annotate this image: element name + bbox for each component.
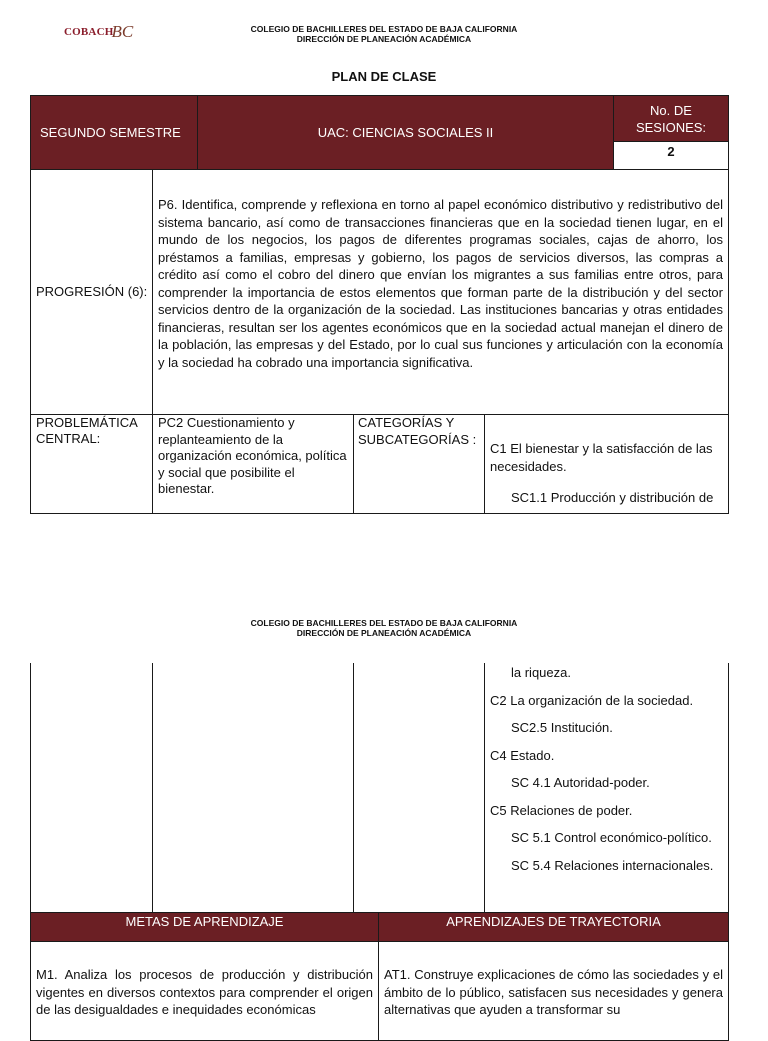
- uac-cell: UAC: CIENCIAS SOCIALES II: [197, 95, 614, 170]
- subcategory-sc11-cont: la riqueza.: [511, 665, 571, 680]
- meta-m1: M1. Analiza los procesos de producción y distribución vigentes en diversos contextos para comprender el origen de las desigualdades e inequidades económicas: [36, 967, 373, 1017]
- trayectoria-header-cell: APRENDIZAJES DE TRAYECTORIA: [378, 912, 729, 942]
- category-c2: C2 La organización de la sociedad.: [490, 692, 694, 708]
- metas-text-cell: [30, 941, 379, 1041]
- logo-text: COBACH: [64, 26, 114, 38]
- header-line2: DIRECCIÓN DE PLANEACIÓN ACADÉMICA: [296, 34, 472, 44]
- empty-problematica-cell: [152, 663, 354, 913]
- metas-header-cell: METAS DE APRENDIZAJE: [30, 912, 379, 942]
- categorias-list-cell: [484, 414, 729, 514]
- header-line1-page2: COLEGIO DE BACHILLERES DEL ESTADO DE BAJA CALIFORNIA: [250, 618, 518, 628]
- page-title: PLAN DE CLASE: [331, 69, 437, 84]
- categorias-continued-cell: [484, 663, 729, 913]
- header-line2-page2: DIRECCIÓN DE PLANEACIÓN ACADÉMICA: [296, 628, 472, 638]
- subcategory-sc25: SC2.5 Institución.: [511, 720, 613, 735]
- empty-categorias-label-cell: [353, 663, 485, 913]
- subcategory-sc51: SC 5.1 Control económico-político.: [511, 830, 712, 845]
- category-c5: C5 Relaciones de poder.: [490, 802, 633, 818]
- category-c1: C1 El bienestar y la satisfacción de las necesidades.: [490, 441, 713, 474]
- institution-header-page2: [0, 618, 768, 638]
- category-c4: C4 Estado.: [490, 747, 555, 763]
- subcategory-sc11: SC1.1 Producción y distribución de: [511, 490, 714, 505]
- logo-mark: BC: [111, 22, 134, 41]
- progresion-text-cell: [152, 169, 729, 415]
- aprendizaje-at1: AT1. Construye explicaciones de cómo las sociedades y el ámbito de lo público, satisfacen sus necesidades y genera alternativas que ayuden a transformar su: [384, 967, 723, 1017]
- categorias-label-cell: CATEGORÍAS Y SUBCATEGORÍAS :: [353, 414, 485, 514]
- sessions-label-cell: No. DE SESIONES:: [613, 95, 729, 142]
- problematica-label-cell: PROBLEMÁTICA CENTRAL:: [30, 414, 153, 514]
- header-line1: COLEGIO DE BACHILLERES DEL ESTADO DE BAJA CALIFORNIA: [250, 24, 518, 34]
- problematica-text-cell: PC2 Cuestionamiento y replanteamiento de la organización económica, política y social que posibilite el bienestar.: [152, 414, 354, 514]
- subcategory-sc54: SC 5.4 Relaciones internacionales.: [511, 857, 714, 873]
- progresion-text: P6. Identifica, comprende y reflexiona en torno al papel económico distributivo y redistributivo del sistema bancario, así como de transacciones financieras que en la sociedad tienen lugar, en el mundo de los negocios, los pagos de diferentes programas sociales, cajas de ahorro, los préstamos a familias, empresas y gobierno, los pagos de servicios diversos, las compras a crédito así como el cobro del dinero que envían los migrantes a sus familias entre otros, para comprender la importancia de estos elementos que forman parte de la distribución y del sector servicios dentro de la organización de la sociedad. Las instituciones bancarias y otras entidades financieras, resultan ser los agentes económicos que en la sociedad actual manejan el dinero de la población, las empresas y del Estado, por lo cual sus funciones y articulación con la economía y la sociedad ha cobrado una importancia significativa.: [158, 197, 723, 370]
- semester-cell: SEGUNDO SEMESTRE: [30, 95, 198, 170]
- empty-label-cell: [30, 663, 153, 913]
- sessions-value-cell: 2: [613, 141, 729, 170]
- subcategory-sc41: SC 4.1 Autoridad-poder.: [511, 775, 650, 790]
- trayectoria-text-cell: [378, 941, 729, 1041]
- progresion-label-cell: PROGRESIÓN (6):: [30, 169, 153, 415]
- institution-header: [0, 24, 768, 44]
